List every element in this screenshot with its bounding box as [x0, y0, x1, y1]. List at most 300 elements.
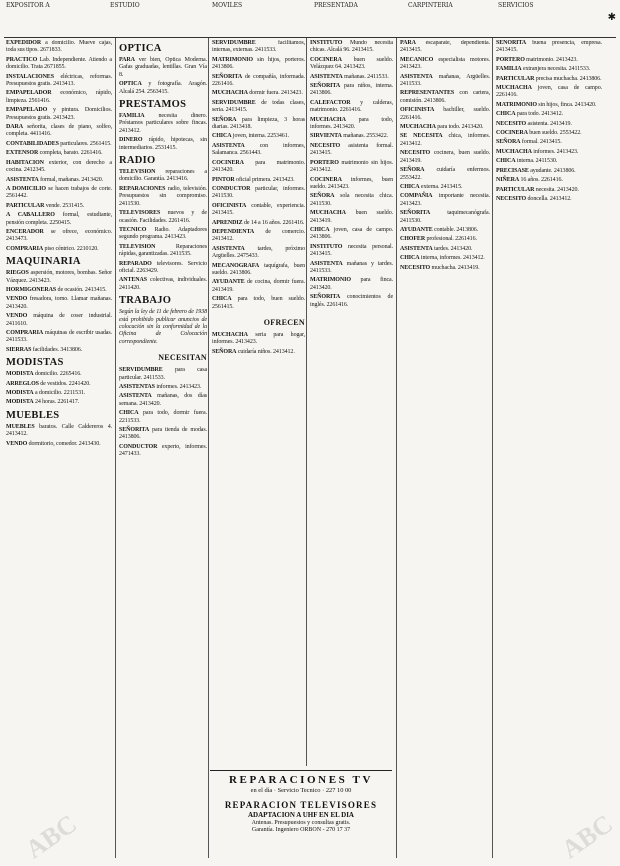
ad-body: colectivas, individuales. 2411420. — [119, 277, 207, 291]
ad-lead: SIRVIENTA — [310, 133, 342, 140]
classified-ad — [119, 384, 207, 391]
classified-ad — [400, 246, 490, 253]
ad-body: joven, casa de campo. 2413806. — [310, 226, 393, 241]
ad-body: ayudante. 2413806. — [530, 167, 576, 174]
ad-body: profesional. 2261416. — [426, 236, 477, 243]
ad-body: para niños, interna. 2413806. — [310, 83, 393, 97]
ad-lead: SEÑORITA — [310, 294, 341, 301]
ad-body: joven, casa de campo. 2261416. — [496, 85, 602, 99]
classified-ad — [496, 66, 602, 73]
ad-lead: ASISTENTA — [310, 260, 343, 267]
watermark-logo: ABC — [20, 808, 82, 865]
classified-ad — [212, 220, 305, 227]
ad-lead: CONTABILIDADES — [6, 140, 59, 147]
classified-ad — [310, 133, 393, 140]
classified-ad — [400, 227, 490, 234]
ad-body: chica, informes. 2413412. — [400, 133, 490, 147]
ad-body: cuidaría niños. 2413412. — [237, 348, 295, 355]
ad-lead: PARA — [400, 40, 416, 46]
ad-body: aspersión, motores, bombas. Señor Vázquez. 2413423. — [6, 270, 112, 284]
classified-ad — [496, 139, 602, 146]
classified-ad — [119, 113, 207, 135]
ad-lead: SE NECESITA — [400, 133, 443, 140]
ad-lead: NECESITO — [400, 150, 431, 157]
classified-ad — [6, 270, 112, 285]
ad-lead: PARA — [119, 57, 135, 63]
classified-ad — [400, 193, 490, 208]
ad-body: particulares. 2561415. — [60, 140, 112, 147]
ad-lead: CHICA — [212, 133, 232, 140]
ad-lead: REPARACIONES — [119, 185, 166, 192]
column-6 — [496, 40, 602, 866]
classified-ad — [496, 57, 602, 64]
ad-lead: SEÑORA — [212, 348, 237, 355]
ad-lead: NECESITO — [496, 120, 527, 127]
ad-body: y fotografía. Aragón. Alcalá 254. 2563415. — [119, 81, 207, 95]
section-heading: MUEBLES — [6, 409, 60, 421]
classified-ad — [6, 40, 112, 55]
column-divider — [492, 38, 493, 858]
classified-ad — [400, 133, 490, 148]
classified-ad — [310, 210, 393, 225]
ad-body: para tienda de modas. 2413806. — [119, 427, 207, 441]
classified-ad — [496, 187, 602, 194]
ad-body: escaparate, dependienta. 2413415. — [400, 40, 490, 54]
column-divider — [115, 38, 116, 858]
ad-lead: MUEBLES — [6, 423, 35, 430]
classified-ad — [212, 263, 305, 278]
ad-body: para todo. 2413412. — [516, 111, 564, 118]
ad-lead: SEÑORA — [310, 193, 335, 200]
ad-lead: DARA — [6, 124, 23, 131]
classified-ad — [6, 107, 112, 122]
classified-ad — [496, 168, 602, 175]
legal-notice: Según la ley de 11 de febrero de 1938 está prohibido publicar anuncios de colocación sin la conformidad de la Oficina de Colocación correspondiente. — [119, 309, 207, 345]
ad-body: muchacha. 2413419. — [431, 264, 480, 271]
ad-title: REPARACIONES TV — [228, 774, 374, 786]
ad-body: mañanas, dos días semana. 2413420. — [119, 393, 207, 407]
classified-ad — [6, 287, 112, 294]
ad-body: contable, experiencia. 2413415. — [212, 202, 305, 217]
classified-ad — [212, 160, 305, 175]
ad-lead: AYUDANTE — [212, 279, 245, 286]
classified-ad — [496, 40, 602, 55]
ad-lead: SEÑORITA — [119, 427, 150, 434]
ad-lead: MECANOGRAFA — [212, 262, 260, 269]
classified-ad — [496, 85, 602, 100]
ad-body: taquimecanógrafa. 2411530. — [400, 210, 490, 224]
ad-body: de vestidos. 2241420. — [40, 380, 91, 387]
classified-ad — [400, 90, 490, 105]
ad-body: mañanas, Argüelles. 2411533. — [400, 73, 490, 88]
ad-body: rápido, hipotecas, sin intermediarios. 2531415. — [119, 137, 207, 151]
classified-ad — [119, 410, 207, 425]
classified-ad — [310, 100, 393, 115]
ad-body: sin hijos, finca. 2413420. — [538, 101, 597, 108]
classified-ad — [6, 150, 112, 157]
ad-lead: INSTITUTO — [310, 243, 343, 250]
classified-ad — [496, 76, 602, 83]
ad-body: baratos. Calle Caldereros 4. 2413412. — [6, 423, 112, 438]
ad-body: precisa muchacha. 2413806. — [535, 75, 602, 82]
ad-body: doncella. 2413412. — [527, 195, 572, 202]
ad-body: conocimientos de inglés. 2261416. — [310, 294, 393, 308]
classified-ad — [212, 229, 305, 244]
ad-lead: ASISTENTA — [212, 142, 245, 149]
ad-lead: REPRESENTANTES — [400, 90, 455, 97]
section-heading: MODISTAS — [6, 357, 64, 369]
ad-body: informes. 2413423. — [156, 384, 202, 390]
classified-ad — [400, 167, 490, 182]
classified-ad — [119, 81, 207, 96]
classified-ad — [212, 40, 305, 55]
ad-lead: SEÑORITA — [310, 83, 341, 90]
ad-body: para finca. 2413420. — [310, 277, 393, 291]
classified-ad — [6, 57, 112, 72]
classified-ad — [400, 265, 490, 272]
classified-ad — [119, 210, 207, 225]
ad-lead: SIERRAS — [6, 346, 32, 353]
ad-body: de todas clases, seria. 2413415. — [212, 99, 305, 114]
ad-lead: COMPRARIA — [6, 245, 44, 252]
classified-ad — [6, 381, 112, 388]
ad-body: económico, rápido, limpieza. 2561416. — [6, 90, 112, 104]
ad-body: seria para hogar, informes. 2413423. — [212, 332, 305, 346]
ad-lead: SEÑORITA — [496, 40, 527, 46]
section-heading: OPTICA — [119, 43, 162, 54]
ad-body: piso céntrico. 2210120. — [44, 245, 99, 252]
classified-ad — [496, 130, 602, 137]
ad-lead: MATRIMONIO — [496, 101, 537, 108]
ad-body: con cartera, comisión. 2413806. — [400, 90, 490, 104]
ad-lead: SEÑORITA — [212, 73, 243, 80]
classified-ad — [310, 160, 393, 175]
ad-body: formal, estudiante, pensión completa. 2250415. — [6, 212, 112, 226]
top-band-item: MOVILES — [212, 2, 243, 9]
classified-ad — [119, 444, 207, 459]
ad-lead: PARTICULAR — [496, 186, 535, 193]
classified-ad — [212, 74, 305, 89]
column-3 — [212, 40, 305, 766]
ad-lead: NECESITO — [310, 142, 341, 149]
ad-body: radio, televisión. Presupuestos sin compromiso. 2411530. — [119, 185, 207, 207]
classified-ad — [6, 347, 112, 354]
ad-body: oficial primera. 2413423. — [236, 176, 295, 183]
classified-ad — [119, 393, 207, 408]
ad-lead: COCINERA — [310, 176, 342, 183]
ad-body: Mundo necesita chicas. Alcalá 96. 2413415. — [310, 40, 393, 54]
ad-lead: MUCHACHA — [400, 124, 436, 131]
ad-body: se ofrece, económico. 2413473. — [6, 228, 112, 243]
classified-ad — [6, 160, 112, 175]
ad-lead: TELEVISION — [119, 243, 156, 250]
ad-lead: SEÑORA — [400, 167, 425, 174]
ad-lead: PARTICULAR — [496, 75, 535, 82]
ad-body: facilitamos, internas, externas. 2411533. — [212, 40, 305, 54]
ad-body: 24 horas. 2261417. — [34, 399, 80, 406]
classified-ad — [310, 177, 393, 192]
ad-body: matrimonio. 2413423. — [526, 56, 578, 63]
ad-body: dormir fuera. 2413423. — [249, 90, 303, 97]
ad-lead: MATRIMONIO — [310, 277, 351, 284]
column-5 — [400, 40, 490, 866]
ad-lead: ASISTENTAS — [119, 384, 155, 390]
classified-ad — [310, 261, 393, 276]
ad-lead: VENDO — [6, 296, 28, 303]
ad-body: se hacen trabajos de corte. 2561442. — [6, 185, 112, 200]
classified-ad — [212, 57, 305, 72]
ad-lead: VENDO — [6, 313, 28, 320]
ad-body: buen sueldo. 2553422. — [529, 130, 582, 137]
classified-ad — [6, 399, 112, 406]
ad-lead: SEÑORA — [496, 139, 521, 146]
ad-body: de comercio. 2413412. — [212, 228, 305, 243]
classified-ad — [400, 74, 490, 89]
ad-body: ver bien, Optica Moderna. Gafas graduadas, lentillas. Gran Vía 8. — [119, 57, 207, 78]
classified-ad — [310, 117, 393, 132]
classified-ad — [496, 196, 602, 203]
ad-body: 16 años. 2261416. — [520, 177, 563, 184]
ad-body: para todo. 2413420. — [437, 124, 484, 131]
ad-lead: RIEGOS — [6, 270, 29, 277]
classified-ad — [6, 424, 112, 439]
tv-repair-ad — [210, 770, 392, 833]
ad-lead: ASISTENTA — [6, 176, 39, 183]
ad-lead: MODISTA — [6, 371, 34, 378]
ad-lead: OFICINISTA — [212, 202, 247, 209]
section-heading: MAQUINARIA — [6, 256, 81, 268]
classified-ad — [496, 111, 602, 118]
ad-body: sin hijos, porteros. 2413806. — [212, 56, 305, 71]
classified-ad — [6, 371, 112, 378]
ad-body: reparaciones a domicilio. Garantía. 2413416. — [119, 169, 207, 183]
classified-ad — [119, 244, 207, 259]
ad-body: taquígrafa, buen sueldo. 2413806. — [212, 262, 305, 276]
ad-lead: DEPENDIENTA — [212, 228, 255, 235]
ad-lead: TELEVISION — [119, 169, 156, 176]
ad-lead: NECESITO — [400, 264, 431, 271]
classified-ad — [310, 294, 393, 309]
ad-body: para limpieza, 3 horas diarias. 2413418. — [212, 116, 305, 131]
ad-lead: MODISTA — [6, 399, 34, 406]
ad-lead: MUCHACHA — [310, 116, 346, 123]
ad-lead: CHICA — [119, 410, 139, 417]
ad-lead: ARREGLOS — [6, 380, 39, 387]
ad-lead: APRENDIZ — [212, 219, 243, 226]
ad-body: matrimonio sin hijos. 2413412. — [310, 159, 393, 174]
column-divider — [306, 38, 307, 766]
ad-lead: A CABALLERO — [6, 212, 55, 219]
ad-lead: CHOFER — [400, 236, 426, 243]
ad-lead: PINTOR — [212, 176, 235, 183]
ad-lead: NIÑERA — [496, 177, 520, 184]
ad-body: para casa particular. 2411533. — [119, 367, 207, 381]
classified-ad — [400, 57, 490, 72]
classified-ad — [119, 169, 207, 184]
classified-ad — [6, 141, 112, 148]
classified-ad — [119, 261, 207, 276]
ad-lead: AYUDANTE — [400, 226, 433, 233]
classified-ad — [212, 90, 305, 97]
classified-ad — [6, 246, 112, 253]
ad-body: bachiller, sueldo. 2261416. — [400, 107, 490, 121]
ad-lead: MUCHACHA — [496, 148, 532, 155]
classified-ad — [212, 177, 305, 184]
classified-ad — [212, 296, 305, 311]
classified-ad — [119, 186, 207, 208]
ad-lead: MUCHACHA — [212, 90, 248, 97]
classified-ad — [6, 296, 112, 311]
ad-lead: SERVIDUMBRE — [212, 99, 256, 106]
ad-lead: ANTENAS — [119, 277, 147, 284]
ad-body: buena presencia, empresa. 2413415. — [496, 40, 602, 54]
ad-body: importante necesita. 2413423. — [400, 193, 490, 207]
classified-ad — [310, 193, 393, 208]
ad-lead: PARTICULAR — [6, 202, 45, 209]
classified-ad — [6, 441, 112, 448]
ad-lead: CHICA — [400, 183, 420, 190]
classified-ad — [6, 229, 112, 244]
ad-lead: TELEVISORES — [119, 210, 161, 217]
classified-ad — [310, 277, 393, 292]
ad-lead: PORTERO — [496, 56, 525, 63]
ad-lead: PRACTICO — [6, 56, 38, 63]
classified-ad — [119, 277, 207, 292]
ad-lead: TECNICO — [119, 226, 147, 233]
top-band-item: ESTUDIO — [110, 2, 140, 9]
ad-body: vende. 2531415. — [45, 202, 85, 209]
classified-ad — [310, 227, 393, 242]
ad-body: sola necesita chica. 2411530. — [310, 193, 393, 207]
ad-body: dormitorio, comedor. 2413430. — [28, 440, 101, 447]
ad-body: completa, barato. 2261416. — [39, 150, 103, 157]
ad-body: necesita dinero. Préstamos particulares sobre fincas. 2413412. — [119, 113, 207, 134]
classified-ad — [6, 90, 112, 105]
ad-body: máquina de coser industrial. 2411610. — [6, 313, 112, 327]
classified-ad — [6, 177, 112, 184]
ad-body: tardes. 2413420. — [434, 245, 473, 252]
ad-body: cuidaría enfermos. 2553422. — [400, 167, 490, 181]
classified-ad — [212, 143, 305, 158]
ad-body: formal, mañanas. 2413420. — [40, 176, 104, 183]
ad-body: interna, informes. 2413412. — [420, 255, 485, 262]
ad-lead: ENCERADOR — [6, 228, 44, 235]
section-heading: TRABAJO — [119, 295, 172, 307]
ad-lead: MUCHACHA — [496, 85, 532, 92]
top-band — [0, 0, 620, 38]
ad-lead: EXPEDIDOR — [6, 40, 42, 46]
classified-ad — [212, 332, 305, 347]
section-heading: RADIO — [119, 155, 156, 167]
ad-lead: EMPAPELADOR — [6, 90, 52, 97]
classified-ad — [400, 255, 490, 262]
classified-ad — [212, 246, 305, 261]
ad-body: de 14 a 16 años. 2261416. — [243, 219, 305, 226]
ad-body: para matrimonio. 2413420. — [212, 159, 305, 174]
classified-ad — [6, 313, 112, 328]
ad-lead: SEÑORA — [212, 116, 237, 123]
classified-ad — [6, 203, 112, 210]
top-band-item: SERVICIOS — [498, 2, 534, 9]
ad-lead: CONDUCTOR — [212, 185, 251, 192]
ad-lead: OFICINISTA — [400, 107, 435, 114]
ad-body: a domicilio. Mueve cajas, toda sus tipos. 2671833. — [6, 40, 112, 54]
ad-lead: MATRIMONIO — [212, 56, 253, 63]
ad-body: domicilio. 2265416. — [34, 371, 82, 378]
classified-ad — [212, 133, 305, 140]
ad-lead: CALEFACTOR — [310, 99, 351, 106]
ad-body: buen sueldo. Velázquez 64. 2413423. — [310, 56, 393, 71]
classified-ad — [400, 124, 490, 131]
ad-lead: COMPAÑIA — [400, 193, 433, 200]
classified-ad — [400, 184, 490, 191]
classified-ad — [6, 186, 112, 201]
corner-mark-icon: ✱ — [607, 12, 616, 23]
classified-ad — [119, 367, 207, 382]
classified-ad — [119, 427, 207, 442]
ad-lead: MODISTA — [6, 390, 34, 397]
ad-body: necesita personal. 2413415. — [310, 243, 393, 258]
ad-body: externa. 2413415. — [420, 183, 463, 190]
ad-body: informes. 2413423. — [533, 148, 579, 155]
classified-ad — [212, 349, 305, 356]
ad-lead: MUCHACHA — [212, 332, 248, 338]
ad-body: cocinera, buen sueldo. 2413419. — [400, 150, 490, 164]
ad-body: de ocasión. 2413415. — [57, 286, 107, 293]
ad-body: asistenta. 2413419. — [527, 120, 572, 127]
ad-body: facilidades. 3413806. — [32, 346, 83, 353]
ad-lead: HABITACION — [6, 159, 44, 166]
ad-lead: DINERO — [119, 137, 143, 144]
ad-lead: CHICA — [310, 226, 330, 233]
ad-lead: ASISTENTA — [212, 245, 245, 252]
ad-lead: ASISTENTA — [310, 73, 343, 80]
ad-body: asistenta formal. 2413415. — [310, 142, 393, 157]
classified-ad — [310, 74, 393, 81]
classified-ad — [310, 143, 393, 158]
ad-line-4: Garantía. Ingeniero ORBON - 270 17 37 — [251, 827, 351, 833]
ad-lead: CHICA — [400, 255, 420, 262]
ad-body: eléctricas, reformas. Presupuestos gratis. 2413413. — [6, 73, 112, 88]
ad-lead: SEÑORITA — [400, 210, 431, 217]
ad-body: para todo, buen sueldo. 2561415. — [212, 296, 305, 310]
ad-line: en el día · Servicio Tecnico · 227 10 00 — [250, 787, 352, 794]
ad-body: exterior, con derecho a cocina. 2412345. — [6, 159, 112, 174]
classified-ad — [400, 150, 490, 165]
ad-lead: SERVIDUMBRE — [119, 367, 163, 374]
ad-line-3: Antenas. Presupuestos y consultas gratis. — [251, 820, 351, 826]
classified-ad — [400, 210, 490, 225]
classified-ad — [400, 40, 490, 55]
ad-body: con informes, Salamanca. 2561443. — [212, 142, 305, 157]
column-2 — [119, 40, 207, 866]
section-heading: OFRECEN — [263, 318, 305, 327]
ad-body: a domicilio. 2211531. — [34, 390, 86, 397]
ad-lead: SERVIDUMBRE — [212, 40, 256, 46]
classified-ad — [6, 124, 112, 139]
ad-lead: CHICA — [212, 296, 232, 303]
classified-ad — [496, 102, 602, 109]
classified-ad — [6, 330, 112, 345]
ad-lead: COCINERA — [310, 56, 342, 63]
ad-body: especialista motores. 2413423. — [400, 56, 490, 71]
column-divider — [208, 38, 209, 858]
top-band-item: PRESENTADA — [314, 2, 358, 9]
ad-body: máquinas de escribir usadas. 2411533. — [6, 330, 112, 344]
ad-lead: HORMIGONERAS — [6, 286, 57, 293]
section-heading: NECESITAN — [158, 353, 207, 363]
top-band-item: EXPOSITOR A — [6, 2, 50, 9]
